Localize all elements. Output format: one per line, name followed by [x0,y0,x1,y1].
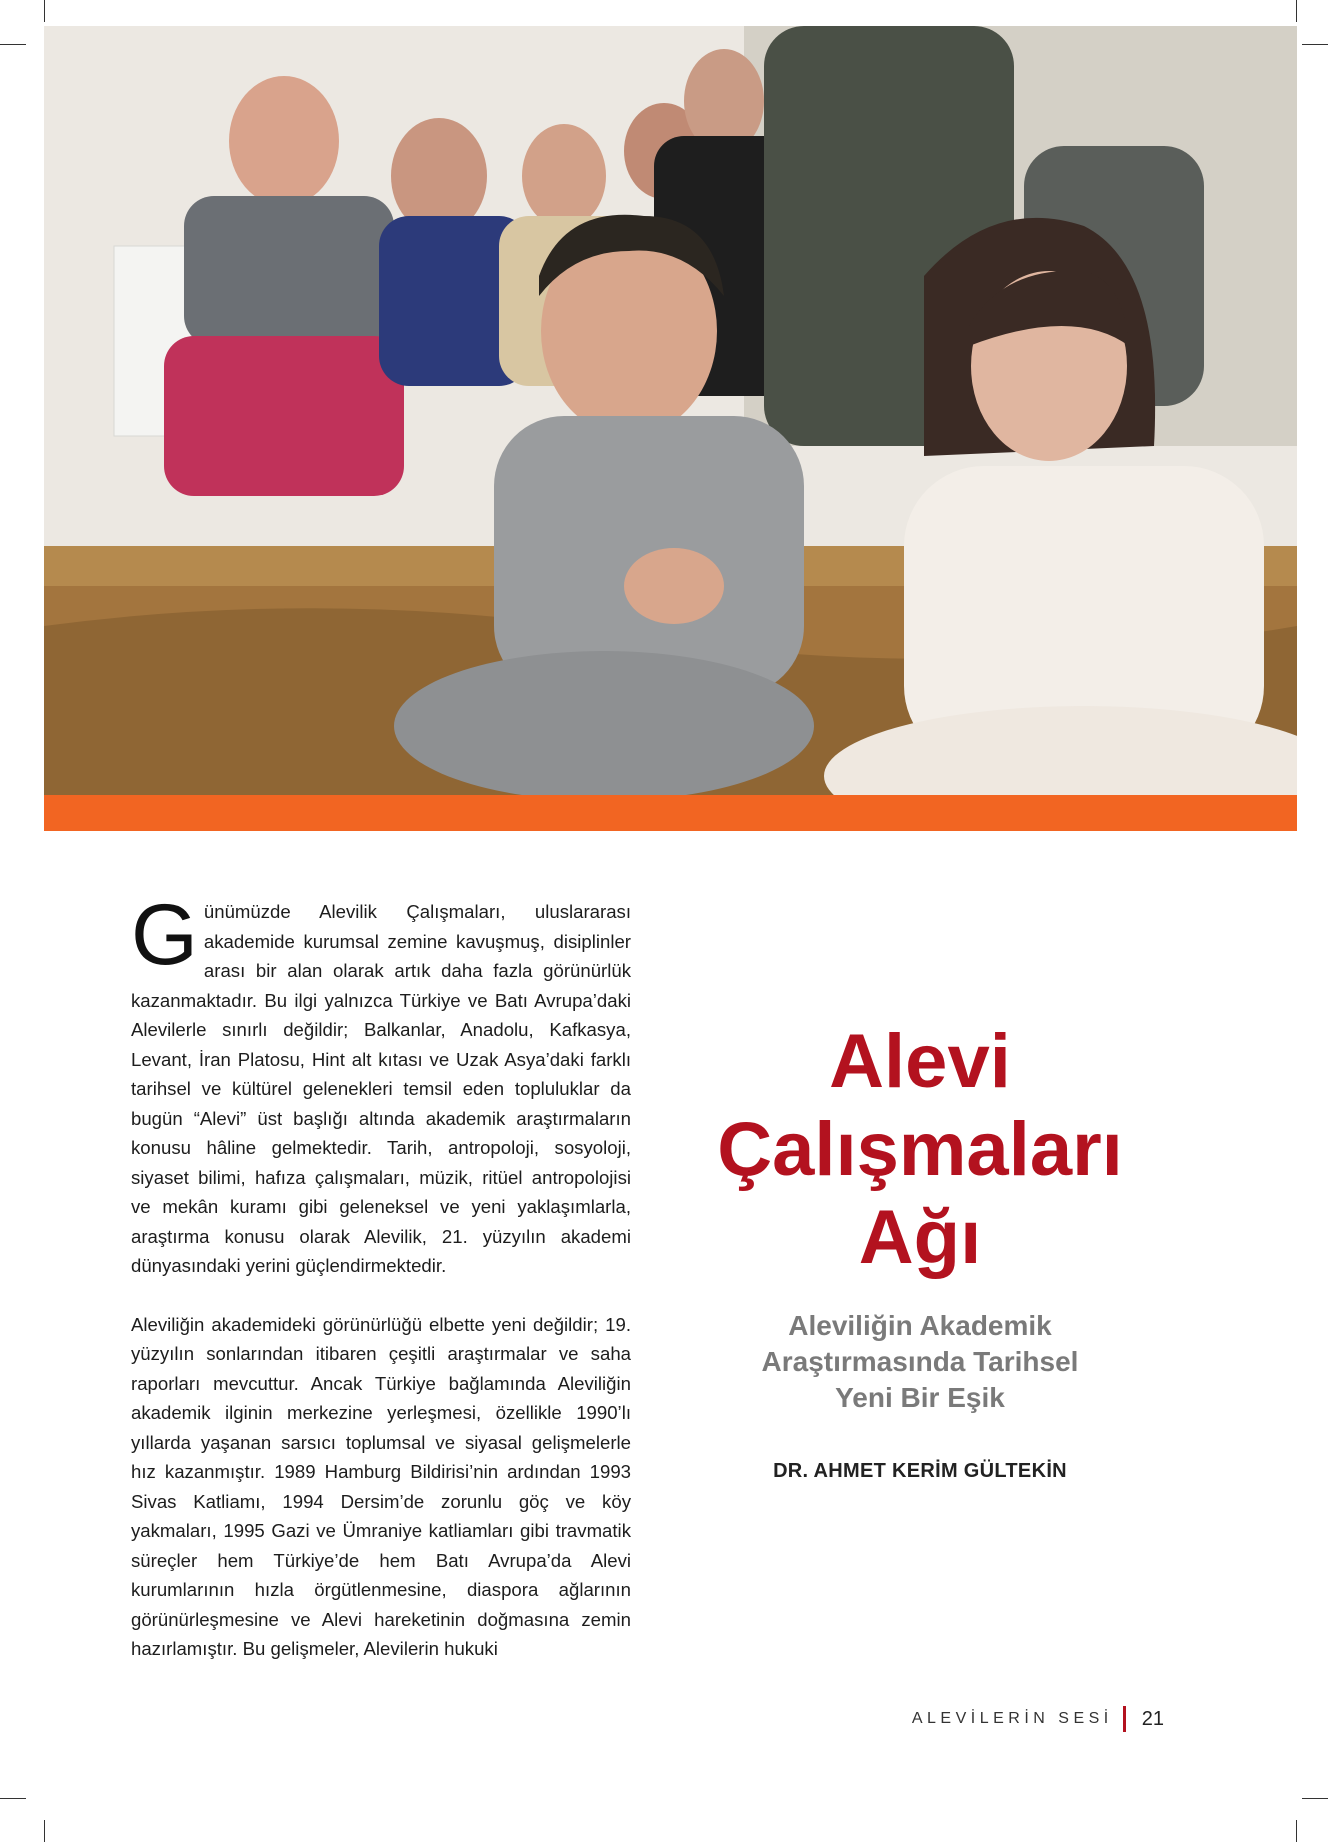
crop-mark [1302,1798,1328,1799]
paragraph-2: Aleviliğin akademideki görünürlüğü elbette yeni değildir; 19. yüzyılın sonlarından itibaren çeşitli araştırmalar ve saha raporları mevcuttur. Ancak Türkiye bağlamında Aleviliğin akademik ilginin merkezine yerleşmesi, özellikle 1990’lı yıllarda yaşanan sarsıcı toplumsal ve siyasal gelişmelerle hız kazanmıştır. 1989 Hamburg Bildirisi’nin ardından 1993 Sivas Katliamı, 1994 Dersim’de zorunlu göç ve köy yakmaları, 1995 Gazi ve Ümraniye katliamları gibi travmatik süreçler hem Türkiye’de hem Batı Avrupa’da Alevi kurumlarının hızla örgütlenmesine, diaspora ağlarının görünürleşmesine ve Alevi hareketinin doğmasına zemin hazırlamıştır. Bu gelişmeler, Alevilerin hukuki [131,1313,631,1659]
subtitle-line: Aleviliğin Akademik [788,1310,1052,1341]
photo-illustration [44,26,1297,831]
crop-mark [1296,1820,1297,1842]
article-body [131,887,631,1693]
page-footer [912,1706,1164,1732]
paragraph-1-text: ünümüzde Alevilik Çalışmaları, uluslararası akademide kurumsal zemine kavuşmuş, disiplinler arası bir alan olarak artık daha fazla görünürlük kazanmaktadır. Bu ilgi yalnızca Türkiye ve Batı Avrupa’daki Alevilerle sınırlı değildir; Balkanlar, Anadolu, Kafkasya, Levant, İran Platosu, Hint alt kıtası ve Uzak Asya’daki farklı tarihsel ve kültürel gelenekleri temsil eden topluluklar da bugün “Alevi” üst başlığı altında akademik araştırmaların konusu hâline gelmektedir. Tarih, antropoloji, sosyoloji, siyaset bilimi, hafıza çalışmaları, müzik, ritüel antropolojisi ve mekân kuramı gibi geleneksel ve yeni yaklaşımlarla, araştırma konusu olarak Alevilik, 21. yüzyılın akademi dünyasındaki yerini güçlendirmektedir. [131,901,631,1276]
paragraph-1 [131,887,631,1281]
author-name: DR. AHMET KERİM GÜLTEKİN [773,1460,1067,1482]
title-line: Alevi [829,1019,1011,1104]
article-subtitle [700,1308,1140,1416]
title-line: Çalışmaları [717,1107,1123,1192]
orange-accent-bar [44,795,1297,831]
crop-mark [1296,0,1297,22]
crop-mark [0,1798,26,1799]
crop-mark [44,1820,45,1842]
crop-mark [44,0,45,22]
subtitle-line: Araştırmasında Tarihsel [761,1346,1079,1377]
subtitle-line: Yeni Bir Eşik [835,1382,1005,1413]
article-title [660,1018,1180,1282]
title-line: Ağı [858,1195,982,1280]
page-number: 21 [1141,1707,1164,1730]
footer-separator [1123,1706,1126,1732]
header-photo [44,26,1297,831]
drop-cap: G [131,887,198,983]
crop-mark [0,44,26,45]
magazine-name: ALEVİLERİN SESİ [911,1710,1113,1727]
crop-mark [1302,44,1328,45]
